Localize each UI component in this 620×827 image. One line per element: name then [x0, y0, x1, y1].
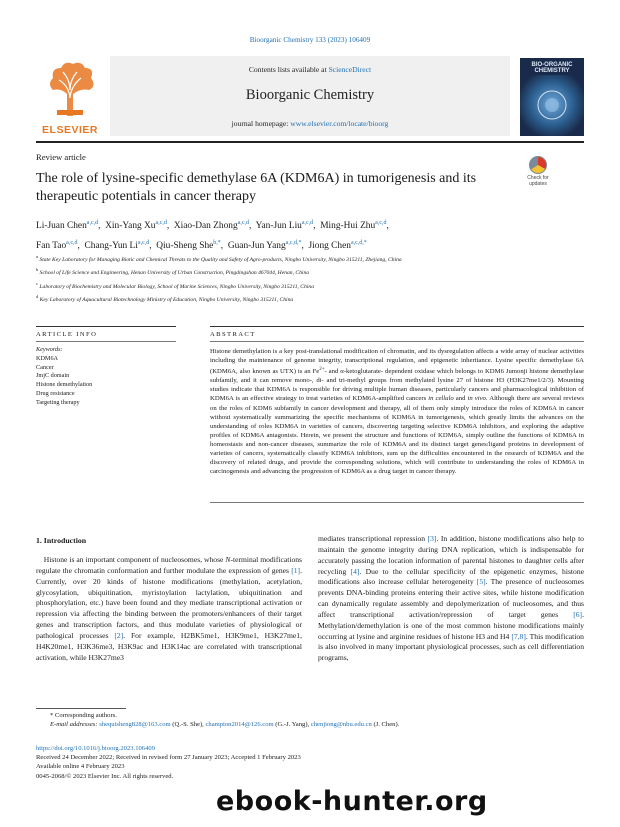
journal-reference[interactable]: Bioorganic Chemistry 133 (2023) 106409 [249, 36, 371, 44]
author: Ming-Hui Zhu$^{a,c,d}$ [320, 220, 387, 232]
divider [36, 341, 176, 342]
author: Xiao-Dan Zhong$^{a,c,d}$ [173, 220, 249, 232]
abstract-body: Histone demethylation is a key post-translational modification of chromatin, and its dysregulation affects a wide array of nuclear activities including the maintenance of genome integrity, transcriptional regulation, and epigenetic inheritance. Lysine specific demethylase 6A (KDM6A, also known as UTX) is an $Fe^{2+}-$ and α-ketoglutarate- dependent oxidase which belongs to KDM6 Jumonji histone demethylase subfamily, and it can remove mono-, di- and tri-methyl groups from methylated lysine 27 of histone H3 (H3K27me1/2/3). Mounting studies indicate that KDM6A is responsible for driving multiple human diseases, particularly cancers and pharmacological inhibition of KDM6A is an effective strategy to treat varieties of KDM6A-amplified cancers in cellulo and in vivo. Although there are several reviews on the roles of KDM6 subfamily in cancer development and therapy, all of them only simply introduce the roles of KDM6A in cancer without systematically summarizing the specific mechanisms of KDM6A in tumorigenesis, which greatly limits the advances on the understanding of roles KDM6A in varieties of cancers, discovering targeting selective KDM6A inhibitors, and exploring the adaptive profiles of KDM6A antagonists. Herein, we present the structure and functions of KDM6A, simply outline the functions of KDM6A in homeostasis and non-cancer diseases, summarize the role of KDM6A and its distinct target genes/ligand proteins in development of varieties of cancers, systematically classify KDM6A inhibitors, sum up the difficulties encountered in the research of KDM6A and the discovery of related drugs, and provide the corresponding solutions, which will contribute to understanding the roles of KDM6A in carcinogenesis and advancing the progression of KDM6A as a drug target in cancer therapy. [210, 348, 585, 475]
author: Yan-Jun Liu$^{a,c,d}$ [255, 220, 314, 232]
reference-link[interactable]: [1] [291, 565, 301, 575]
section-heading-introduction: 1. Introduction [36, 536, 87, 545]
email-link[interactable]: champion2014@126.com [205, 721, 274, 729]
journal-name: Bioorganic Chemistry [245, 87, 375, 103]
keywords-label: Keywords: [36, 346, 63, 353]
doi-link[interactable]: https://doi.org/10.1016/j.bioorg.2023.106409 [36, 745, 155, 752]
author: Xin-Yang Xu$^{a,c,d}$ [105, 220, 167, 232]
article-history [36, 744, 584, 781]
keywords-block [36, 346, 176, 408]
online-date: Available online 4 February 2023 [36, 763, 125, 771]
elsevier-logo [36, 58, 104, 136]
author: Chang-Yun Li$^{a,c,d}$ [84, 239, 150, 251]
email-line: E-mail addresses: shequisheng828@163.com (Q.-S. She), champion2014@126.com (G.-J. Yang), chenjiong@nbu.edu.cn (J. Chen). [50, 721, 400, 729]
reference-link[interactable]: [4] [350, 566, 360, 576]
author: Jiong Chen$^{a,c,d,*}$ [308, 239, 367, 251]
author: Guan-Jun Yang$^{a,c,d,*}$ [227, 239, 302, 251]
author-affiliation-link[interactable]: a,c,d [66, 239, 78, 246]
reference-link[interactable]: [6] [573, 609, 583, 619]
author-affiliation-link[interactable]: a,c,d [301, 220, 314, 226]
author: Qiu-Sheng She$^{b,*}$ [156, 239, 221, 251]
crossmark-label: Check for updates [527, 175, 549, 187]
email-link[interactable]: chenjiong@nbu.edu.cn [310, 721, 372, 729]
affiliations [36, 252, 584, 305]
keyword: Targeting therapy [36, 398, 80, 406]
footnotes [36, 711, 584, 730]
sciencedirect-link[interactable]: ScienceDirect [328, 65, 372, 74]
author: Li-Juan Chen$^{a,c,d}$ [36, 220, 99, 232]
keyword: Histone demethylation [36, 381, 93, 389]
header-rule [36, 141, 584, 143]
article-info-heading: ARTICLE INFO [36, 331, 98, 338]
divider [210, 326, 584, 327]
elsevier-tree-icon [39, 58, 101, 118]
author-affiliation-link[interactable]: a,c,d [137, 239, 150, 246]
contents-prefix: Contents lists available at [248, 65, 329, 74]
journal-header [36, 54, 584, 138]
homepage-prefix: journal homepage: [231, 119, 291, 128]
journal-masthead [110, 56, 510, 136]
divider [210, 502, 584, 503]
keyword: Cancer [36, 363, 54, 371]
reference-link[interactable]: [7,8] [511, 631, 526, 641]
author-affiliation-link[interactable]: b,* [213, 239, 221, 246]
journal-cover [520, 58, 584, 136]
affiliation-item: $^b$ School of Life Science and Engineering, Henan University of Urban Construction, Pingdingshan 467044, Henan, China [36, 267, 310, 277]
homepage-link[interactable]: www.elsevier.com/locate/bioorg [290, 119, 389, 128]
author-affiliation-link[interactable]: a,c,d,* [285, 239, 302, 246]
cover-art-icon [520, 75, 584, 136]
body-column-right: mediates transcriptional repression [3]. In addition, histone modifications also help to maintain the genome integrity during DNA replication, which is indispensable for accurately passing the location information of parental histones to daughter cells after recycling [4]. Due to the cellular specificity of the epigenetic enzymes, histone modifications also increase cellular heterogeneity [5]. The presence of nucleosomes prevents DNA-binding proteins entering their active sites, while histone modification can dynamically regulate assembly and depolymerization of nucleosomes, and thus affect transcriptional activation/repression of target genes [6]. Methylation/demethylation is one of the most common histone modifications mainly occurring at lysine and arginine residues of histone H3 and H4 [7,8]. This modification is also involved in many important physiological processes, such as cell differentiation programs, [318, 534, 584, 663]
received-dates: Received 24 December 2022; Received in revised form 27 January 2023; Accepted 1 February 2023 [36, 754, 301, 762]
cover-title: BIO-ORGANIC CHEMISTRY [531, 62, 573, 75]
crossmark-icon [529, 156, 547, 174]
footnote-rule [36, 708, 126, 709]
reference-link[interactable]: [3] [427, 534, 437, 543]
article-title: The role of lysine-specific demethylase 6A (KDM6A) in tumorigenesis and its therapeutic potentials in cancer therapy [36, 171, 477, 204]
copyright: 0045-2068/© 2023 Elsevier Inc. All rights reserved. [36, 772, 174, 780]
keyword: JmjC domain [36, 372, 70, 380]
author-affiliation-link[interactable]: a,c,d [86, 220, 99, 226]
affiliation-item: $^a$ State Key Laboratory for Managing Biotic and Chemical Threats to the Quality and Safety of Agro-products, Ningbo University, Ningbo 315211, Zhejiang, China [36, 254, 402, 263]
keyword: Drug resistance [36, 389, 75, 397]
author-affiliation-link[interactable]: a,c,d,* [350, 239, 367, 246]
affiliation-item: $^d$ Key Laboratory of Aquacultural Biotechnology Ministry of Education, Ningbo University, Ningbo 315211, China [36, 293, 294, 303]
author-affiliation-link[interactable]: a,c,d [237, 220, 249, 226]
email-link[interactable]: shequisheng828@163.com [99, 721, 171, 729]
author-affiliation-link[interactable]: a,c,d [155, 220, 167, 226]
author: Fan Tao$^{a,c,d}$ [36, 239, 78, 251]
contents-line [110, 65, 510, 74]
check-for-updates-button[interactable] [518, 156, 558, 188]
divider [210, 341, 584, 342]
body-column-left: Histone is an important component of nucleosomes, whose N-terminal modifications regulate the chromatin conformation and further modulate the expression of genes [1]. Currently, over 20 kinds of histone modifications (methylation, acetylation, glycosylation, ubiquitination, myristoylation lactylation, ubiquitination and phosphorylation, etc.) have been found and they mediate transcriptional activation or repression via affecting the binding between the promoters/enhancers of their target genes and transcription factors, and thus modulate varieties of physiological or pathological processes [2]. For example, H2BK5me1, H3K9me1, H3K27me1, H4K20me1, H3K36me3, H3K9ac and H3K14ac are correlated with transcriptional activation, while H3K27me3 [36, 555, 302, 662]
abstract-heading: ABSTRACT [210, 331, 256, 338]
affiliation-item: $^c$ Laboratory of Biochemistry and Molecular Biology, School of Marine Sciences, Ningbo University, Ningbo 315211, China [36, 280, 314, 290]
homepage-line [110, 119, 510, 128]
author-affiliation-link[interactable]: a,c,d [375, 220, 387, 226]
author-list: Li-Juan Chen$^{a,c,d}$, Xin-Yang Xu$^{a,c,d}$, Xiao-Dan Zhong$^{a,c,d}$, Yan-Jun Liu$^{a,c,d}$, Ming-Hui Zhu$^{a,c,d}$, Fan Tao$^{a,c,d}$, Chang-Yun Li$^{a,c,d}$, Qiu-Sheng She$^{b,*}$, Guan-Jun Yang$^{a,c,d,*}$, Jiong Chen$^{a,c,d,*}$ [36, 220, 389, 251]
divider [36, 326, 176, 327]
reference-link[interactable]: [2] [114, 630, 124, 640]
article-type: Review article [36, 152, 86, 162]
elsevier-wordmark: ELSEVIER [42, 124, 98, 136]
keyword: KDM6A [36, 354, 59, 362]
reference-link[interactable]: [5] [476, 577, 486, 587]
corresponding-note: * Corresponding authors. [50, 712, 117, 719]
watermark: ebook-hunter.org [216, 786, 488, 817]
